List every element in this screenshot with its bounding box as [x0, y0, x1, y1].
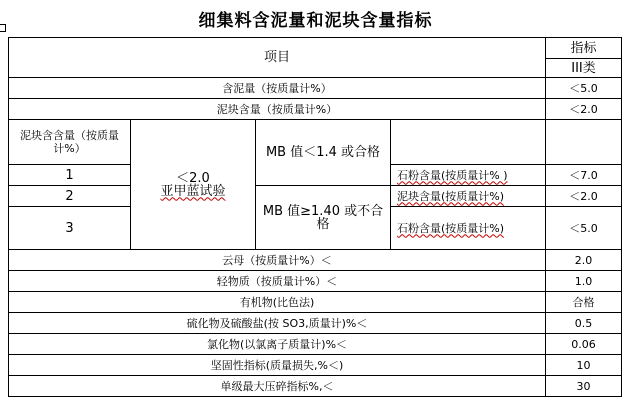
row-value: 30: [546, 376, 622, 397]
table-row: [9, 376, 622, 397]
group-label: 泥块含含量（按质量计%）: [9, 120, 131, 165]
header-indicator: 指标: [546, 38, 622, 59]
row-number: 1: [9, 165, 131, 186]
table-row: [9, 334, 622, 355]
row-value: ＜5.0: [546, 78, 622, 99]
row-label: 泥块含量（按质量计%）: [9, 99, 546, 120]
table-row: [9, 271, 622, 292]
row-label: 轻物质（按质量计%）＜: [9, 271, 546, 292]
header-item: 项目: [9, 38, 546, 78]
row-value: 0.5: [546, 313, 622, 334]
empty-cell: [391, 120, 546, 165]
table-row: [9, 313, 622, 334]
row-label: 氯化物(以氯离子质量计)%＜: [9, 334, 546, 355]
table-row: [9, 186, 622, 207]
clay-lump-label: 泥块含量(按质量计%): [391, 186, 546, 207]
row-value: ＜2.0: [546, 99, 622, 120]
table-row: [9, 120, 622, 165]
row-label: 坚固性指标(质量损失,%＜): [9, 355, 546, 376]
limit-cell: [131, 120, 256, 250]
row-number: 2: [9, 186, 131, 207]
row-value: 0.06: [546, 334, 622, 355]
table-row: [9, 78, 622, 99]
row-value: ＜2.0: [546, 186, 622, 207]
test-name: 亚甲蓝试验: [160, 183, 226, 199]
mb-low-label: MB 值＜1.4 或合格: [256, 120, 391, 186]
header-row: [9, 38, 622, 59]
row-value: 2.0: [546, 250, 622, 271]
indicator-table: [8, 37, 622, 397]
mb-high-label: MB 值≥1.40 或不合格: [256, 186, 391, 250]
row-label: 云母（按质量计%）＜: [9, 250, 546, 271]
row-label: 有机物(比色法): [9, 292, 546, 313]
row-value: 1.0: [546, 271, 622, 292]
row-value: 合格: [546, 292, 622, 313]
stone-powder-label: 石粉含量(按质量计%): [391, 207, 546, 250]
table-row: [9, 355, 622, 376]
row-label: 硫化物及硫酸盐(按 SO3,质量计)%＜: [9, 313, 546, 334]
table-row: [9, 250, 622, 271]
row-value: ＜5.0: [546, 207, 622, 250]
row-label: 单级最大压碎指标%,＜: [9, 376, 546, 397]
header-class: III类: [546, 59, 622, 78]
table-row: [9, 99, 622, 120]
page-title: 细集料含泥量和泥块含量指标: [198, 11, 433, 31]
empty-cell: [546, 120, 622, 165]
limit-value: ＜2.0: [176, 170, 210, 186]
row-label: 含泥量（按质量计%）: [9, 78, 546, 99]
stone-powder-label: 石粉含量(按质量计% ): [391, 165, 546, 186]
row-value: 10: [546, 355, 622, 376]
cell-marker-icon: [0, 24, 6, 32]
table-row: [9, 292, 622, 313]
row-value: ＜7.0: [546, 165, 622, 186]
row-number: 3: [9, 207, 131, 250]
